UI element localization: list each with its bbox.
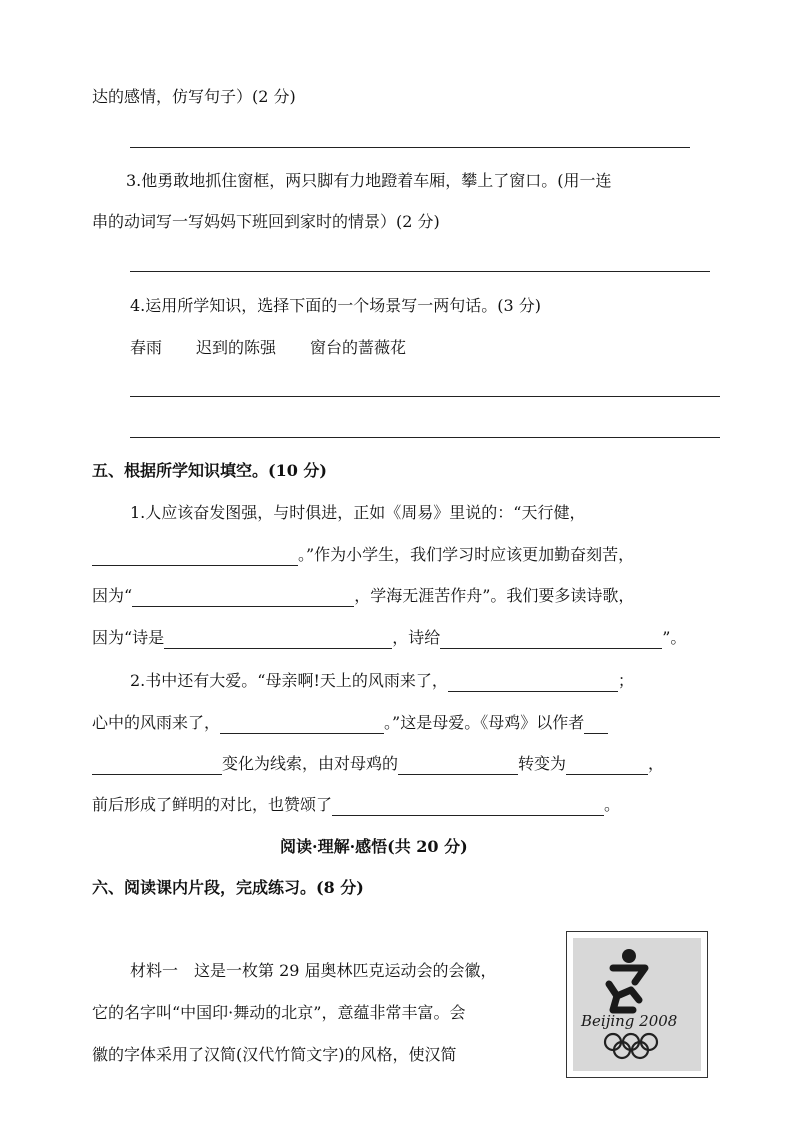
s5-q1-line3-start: 因为“: [92, 586, 133, 605]
q3-prompt-line1: 3.他勇敢地抓住窗框，两只脚有力地蹬着车厢，攀上了窗口。(用一连: [126, 171, 612, 190]
olympic-emblem-image: [566, 931, 708, 1078]
olympic-rings-icon: [605, 1034, 657, 1058]
s5-q1-line4-mid: ，诗给: [392, 628, 441, 647]
s5-q2-line1-start: 2.书中还有大爱。“母亲啊!天上的风雨来了，: [130, 671, 448, 690]
s5-q2-line1-end: ；: [617, 671, 634, 690]
section6-title: 六、阅读课内片段，完成练习。(8 分): [92, 878, 364, 897]
s5-q2-line4-start: 前后形成了鲜明的对比，也赞颂了: [92, 795, 333, 814]
s5-q2-line4-end: 。: [604, 795, 621, 814]
section5-title: 五、根据所学知识填空。(10 分): [92, 461, 327, 480]
dancing-figure-icon: [609, 949, 645, 1010]
q4-option-rose: 窗台的蔷薇花: [310, 338, 407, 357]
q3-answer-line[interactable]: [130, 271, 710, 272]
fill-blank[interactable]: [332, 799, 604, 816]
q3-prompt-line2: 串的动词写一写妈妈下班回到家时的情景）(2 分): [92, 212, 440, 231]
fill-blank[interactable]: [164, 632, 392, 649]
fill-blank[interactable]: [220, 717, 384, 734]
s5-q2-line3-mid1: 变化为线索，由对母鸡的: [222, 754, 399, 773]
fill-blank[interactable]: [92, 549, 298, 566]
s5-q1-line3: [92, 585, 634, 607]
prev-question-tail: 达的感情，仿写句子）(2 分): [92, 87, 296, 106]
beijing-2008-emblem: [573, 938, 699, 1069]
emblem-photo-background: [573, 938, 701, 1071]
s5-q1-line4-start: 因为“诗是: [92, 628, 165, 647]
s5-q1-line3-end: ，学海无涯苦作舟”。我们要多读诗歌，: [354, 586, 635, 605]
svg-text:Beijing 2008: Beijing 2008: [581, 1012, 678, 1030]
q4-answer-line-2[interactable]: [130, 437, 720, 438]
q4-prompt: 4.运用所学知识，选择下面的一个场景写一两句话。(3 分): [130, 296, 542, 315]
fill-blank[interactable]: [92, 758, 222, 775]
s6-para-line3: 徽的字体采用了汉简(汉代竹简文字)的风格，使汉简: [92, 1045, 457, 1064]
s5-q1-line4: [92, 627, 686, 649]
emblem-text: [580, 1012, 677, 1030]
s5-q2-line1: [130, 670, 634, 692]
s5-q1-line4-end: ”。: [662, 628, 687, 647]
s6-para-line2: 它的名字叫“中国印·舞动的北京”，意蕴非常丰富。会: [92, 1003, 466, 1022]
s5-q2-line4: [92, 794, 620, 816]
s5-q2-line2-mid: 。”这是母爱。《母鸡》以作者: [384, 713, 585, 732]
s5-q2-line2: [92, 712, 608, 734]
s5-q1-line2-text: 。”作为小学生，我们学习时应该更加勤奋刻苦，: [298, 545, 635, 564]
fill-blank[interactable]: [448, 675, 618, 692]
q4-option-spring-rain: 春雨: [130, 338, 163, 357]
fill-blank[interactable]: [440, 632, 662, 649]
s5-q2-line2-start: 心中的风雨来了，: [92, 713, 221, 732]
s5-q1-line2: [92, 544, 634, 566]
s6-para-line1: 材料一 这是一枚第 29 届奥林匹克运动会的会徽，: [130, 961, 497, 980]
q4-answer-line-1[interactable]: [130, 396, 720, 397]
s5-q2-line3-end: ，: [648, 754, 665, 773]
fill-blank[interactable]: [566, 758, 648, 775]
fill-blank[interactable]: [584, 717, 608, 734]
s5-q2-line3: [92, 753, 664, 775]
q4-option-late-chenqiang: 迟到的陈强: [196, 338, 277, 357]
q4-options: [130, 337, 406, 359]
s5-q2-line3-mid2: 转变为: [518, 754, 567, 773]
answer-line-1[interactable]: [130, 147, 690, 148]
s5-q1-line1: 1.人应该奋发图强，与时俱进，正如《周易》里说的：“天行健，: [130, 503, 586, 522]
fill-blank[interactable]: [398, 758, 518, 775]
reading-section-header: 阅读·理解·感悟(共 20 分): [280, 837, 468, 856]
fill-blank[interactable]: [132, 590, 354, 607]
